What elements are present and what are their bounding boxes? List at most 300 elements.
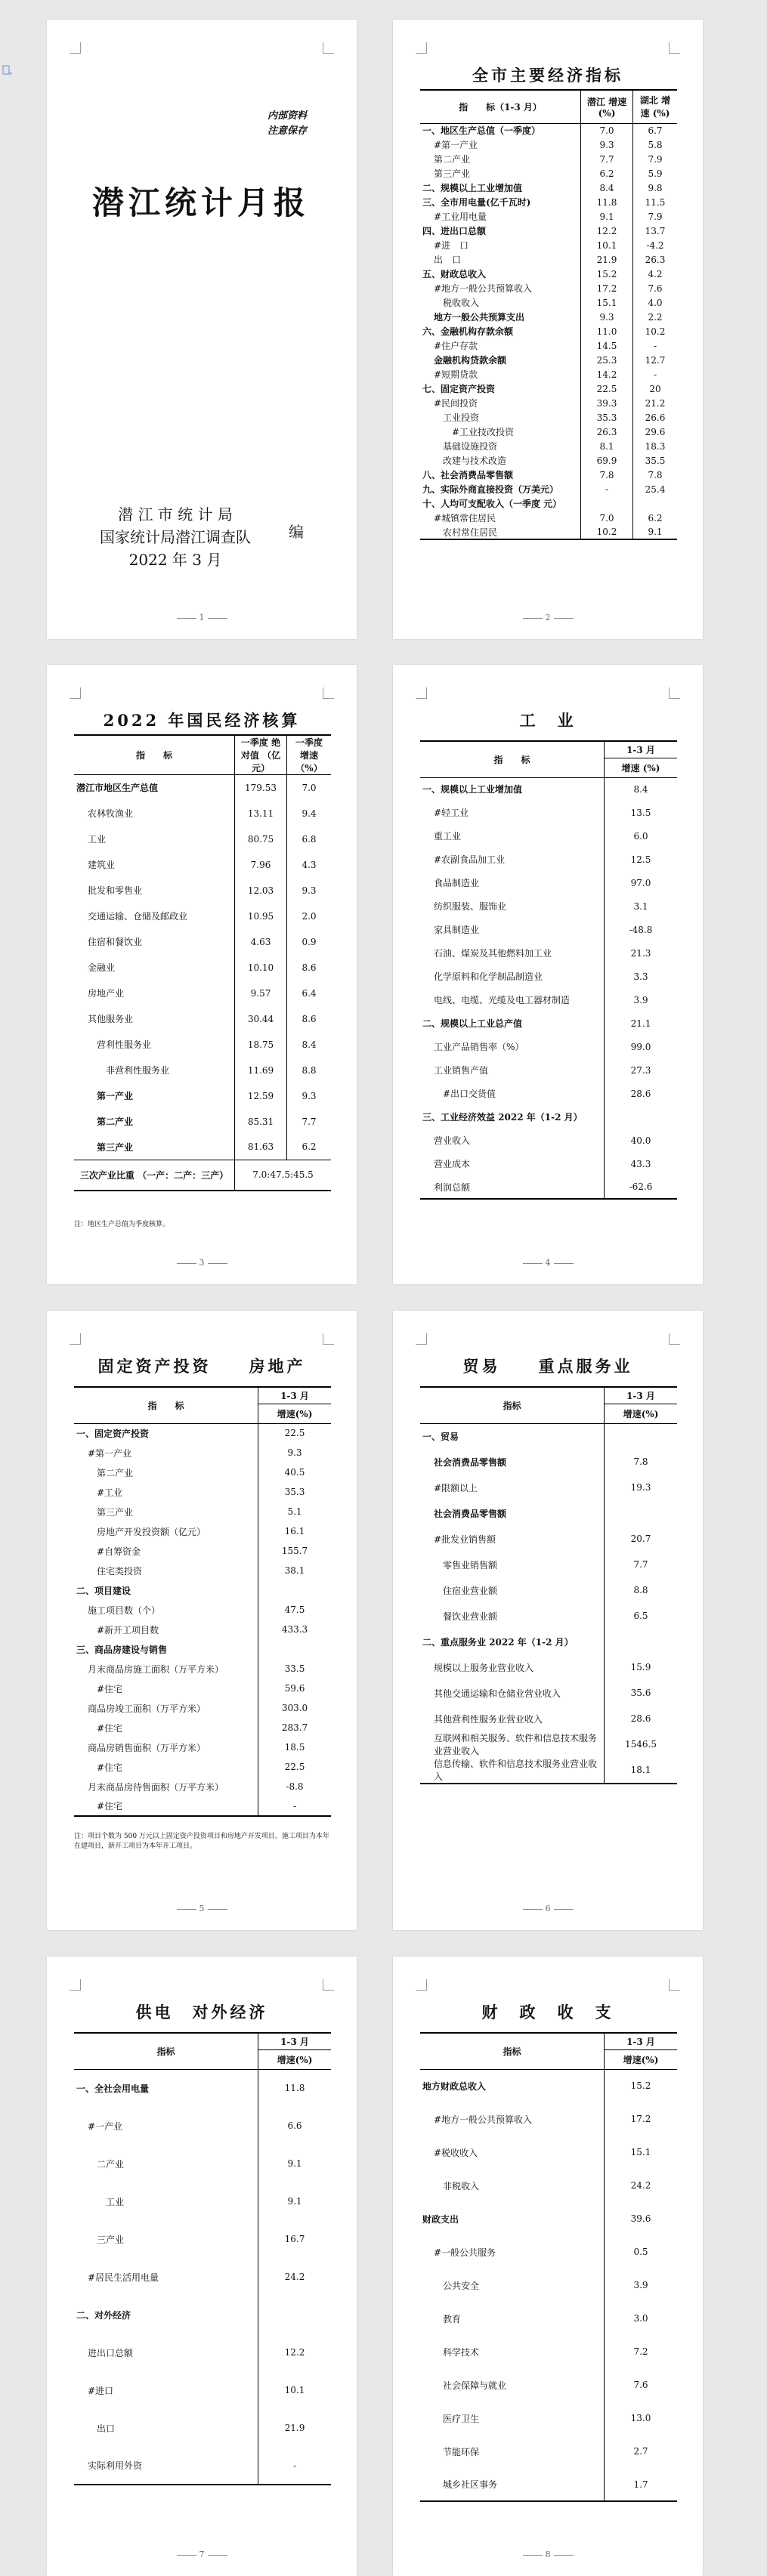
row-label: 教育	[443, 2313, 462, 2324]
row-label: 一、地区生产总值（一季度）	[422, 125, 541, 137]
row-value: 18.1	[605, 1757, 678, 1784]
row-value: 8.1	[581, 439, 633, 453]
row-value: 15.1	[605, 2136, 678, 2169]
publisher: 潜 江 市 统 计 局 国家统计局潜江调查队 2022 年 3 月	[100, 503, 251, 571]
row-value: 26.3	[581, 425, 633, 439]
table-row	[420, 1654, 677, 1680]
row-value: 9.3	[258, 1443, 332, 1463]
row-value: 12.5	[605, 848, 678, 871]
row-label: #第一产业	[88, 1447, 132, 1459]
table-row	[74, 1639, 331, 1659]
table-row	[74, 929, 331, 955]
table-row	[420, 123, 677, 137]
row-label: 第三产业	[97, 1506, 134, 1518]
row-value: 6.2	[633, 511, 678, 525]
row-value: 7.2	[605, 2335, 678, 2368]
row-value: 12.59	[235, 1083, 287, 1109]
row-value: 99.0	[605, 1035, 678, 1058]
row-value: 17.2	[605, 2102, 678, 2136]
row-value	[605, 1105, 678, 1129]
row-label: 进出口总额	[88, 2347, 134, 2358]
header-col2: 一季度 增速 （%）	[287, 735, 332, 775]
table-row	[74, 1541, 331, 1561]
row-value	[605, 1500, 678, 1526]
row-value: 7.9	[633, 209, 678, 224]
table-row	[420, 209, 677, 224]
page-power-foreign	[47, 1957, 357, 2576]
header-period: 1-3 月	[605, 2033, 678, 2049]
table-row	[420, 2069, 677, 2102]
row-label: 税收收入	[443, 298, 480, 308]
row-value: 2.7	[605, 2435, 678, 2468]
table-row	[420, 2169, 677, 2202]
row-value: 80.75	[235, 826, 287, 852]
row-label: 实际利用外资	[88, 2460, 143, 2471]
row-value: 9.1	[258, 2145, 332, 2182]
table-row	[74, 1463, 331, 1482]
table-row	[74, 1006, 331, 1032]
table-row	[420, 941, 677, 965]
row-value: 433.3	[258, 1620, 332, 1639]
row-value: 14.2	[581, 367, 633, 381]
row-label: 住宿业营业额	[443, 1585, 498, 1596]
table-row	[420, 166, 677, 181]
row-value: 16.1	[258, 1521, 332, 1541]
table-row	[420, 1731, 677, 1757]
header-col1: 一季度 绝对值 （亿元）	[235, 735, 287, 775]
row-label: #地方一般公共预算收入	[434, 283, 533, 294]
page-number: 2	[393, 613, 703, 622]
table-row	[74, 2182, 331, 2220]
editor-mark: 编	[289, 523, 304, 541]
row-value: 11.8	[581, 195, 633, 209]
row-label: 五、财政总收入	[422, 269, 487, 280]
row-value: 13.11	[235, 801, 287, 826]
row-value: 28.6	[605, 1706, 678, 1731]
table-row	[420, 1175, 677, 1199]
row-label: 第一产业	[97, 1091, 134, 1101]
table-row	[74, 1521, 331, 1541]
row-label: 一、规模以上工业增加值	[422, 784, 523, 795]
page-number: 6	[393, 1904, 703, 1913]
row-label: 潜江市地区生产总值	[76, 783, 159, 794]
table-header	[74, 2033, 331, 2049]
row-value: 155.7	[258, 1541, 332, 1561]
row-value: 40.0	[605, 1129, 678, 1152]
row-value: 4.63	[235, 929, 287, 955]
row-value: 12.7	[633, 353, 678, 367]
page-title: 全市主要经济指标	[472, 66, 623, 85]
row-value: 3.0	[605, 2302, 678, 2335]
row-value: 28.6	[605, 1082, 678, 1105]
table-row	[74, 1659, 331, 1679]
row-value: 9.4	[287, 801, 332, 826]
row-label: 六、金融机构存款余额	[422, 326, 514, 337]
row-label: #住宅	[97, 1801, 123, 1812]
table-row	[74, 1423, 331, 1443]
table-row	[420, 137, 677, 152]
row-value: 35.3	[581, 410, 633, 425]
table-row	[420, 2269, 677, 2302]
row-value: 2.2	[633, 310, 678, 324]
row-value: 7.8	[633, 468, 678, 482]
table-row	[420, 310, 677, 324]
row-value: 13.5	[605, 801, 678, 824]
table-row	[74, 2334, 331, 2371]
row-value: 22.5	[581, 381, 633, 396]
row-value: 7.8	[605, 1449, 678, 1475]
table-row	[74, 2296, 331, 2334]
row-label: 纺织服装、服饰业	[434, 901, 507, 912]
row-value: 9.1	[633, 525, 678, 539]
table-row	[74, 1135, 331, 1160]
table-row	[420, 1680, 677, 1706]
row-label: 施工项目数（个）	[88, 1605, 161, 1616]
table-row	[74, 1718, 331, 1737]
table-row	[74, 1443, 331, 1463]
table-row	[74, 1679, 331, 1698]
table-row	[74, 2447, 331, 2485]
row-value: 8.6	[287, 1006, 332, 1032]
row-value: 5.9	[633, 166, 678, 181]
row-label: #民间投资	[434, 398, 478, 409]
row-value: 10.2	[581, 525, 633, 539]
table-row	[74, 1620, 331, 1639]
row-label: 出 口	[434, 255, 462, 265]
row-value: 7.6	[633, 281, 678, 295]
table-row	[420, 1500, 677, 1526]
row-value: 9.1	[258, 2182, 332, 2220]
row-value: 4.2	[633, 267, 678, 281]
table-row	[74, 775, 331, 801]
table-row	[420, 1012, 677, 1035]
row-label: 石油、煤炭及其他燃料加工业	[434, 948, 552, 959]
row-value: 7.96	[235, 852, 287, 878]
row-label: #第一产业	[434, 140, 478, 150]
row-value: 6.8	[287, 826, 332, 852]
table-row	[420, 439, 677, 453]
table-row	[420, 1526, 677, 1552]
table-row	[74, 1796, 331, 1816]
table-row	[420, 965, 677, 988]
row-label: 第三产业	[434, 168, 471, 179]
header-indicator: 指 标（1-3 月）	[420, 90, 581, 123]
table-row	[74, 1032, 331, 1058]
table-row	[420, 396, 677, 410]
row-value: 7.9	[633, 152, 678, 166]
table-row	[420, 468, 677, 482]
gdp-table	[74, 734, 331, 1191]
table-row	[420, 425, 677, 439]
page-number: 3	[47, 1258, 357, 1268]
row-label: 餐饮业营业额	[443, 1611, 498, 1622]
report-title: 潜江统计月报	[92, 184, 311, 221]
row-value: 21.9	[581, 252, 633, 267]
row-value: 9.3	[581, 137, 633, 152]
table-row	[74, 2107, 331, 2145]
row-value: 17.2	[581, 281, 633, 295]
table-row	[74, 852, 331, 878]
row-value: 26.6	[633, 410, 678, 425]
row-value: 33.5	[258, 1659, 332, 1679]
row-label: 其他服务业	[88, 1014, 134, 1024]
table-row	[420, 1035, 677, 1058]
page-number: 8	[393, 2550, 703, 2559]
table-row	[74, 826, 331, 852]
table-row	[74, 2069, 331, 2107]
finance-table	[420, 2032, 677, 2502]
row-label: 地方一般公共预算支出	[434, 312, 525, 323]
row-value: 6.6	[258, 2107, 332, 2145]
row-value: 12.2	[258, 2334, 332, 2371]
table-row	[420, 367, 677, 381]
row-label: #税收收入	[434, 2147, 478, 2158]
page-title: 供电 对外经济	[135, 2003, 268, 2022]
row-value: 24.2	[258, 2258, 332, 2296]
table-row	[74, 2409, 331, 2447]
table-row	[420, 988, 677, 1012]
table-row	[74, 1757, 331, 1777]
row-value: 9.3	[287, 878, 332, 903]
header-growth: 增速(%)	[605, 2049, 678, 2069]
table-row	[74, 1482, 331, 1502]
row-value: 6.2	[581, 166, 633, 181]
row-label: 营利性服务业	[97, 1039, 152, 1050]
row-label: 二、重点服务业 2022 年（1-2 月）	[422, 1636, 574, 1648]
row-label: #进 口	[434, 240, 469, 251]
row-label: 第二产业	[97, 1467, 134, 1478]
row-value: 29.6	[633, 425, 678, 439]
row-label: #工业技改投资	[452, 427, 515, 437]
row-value: -62.6	[605, 1175, 678, 1199]
row-label: 商品房销售面积（万平方米）	[88, 1742, 206, 1753]
table-row	[420, 511, 677, 525]
row-label: 社会消费品零售额	[434, 1508, 507, 1519]
investment-table	[74, 1386, 331, 1817]
footnote: 注：项目个数为 500 万元以上固定资产投资项目和房地产开发项目。施工项目为本年在建项目，新开工项目为本年开工项目。	[74, 1833, 329, 1850]
indicator-table	[420, 89, 677, 540]
header-col2: 湖北 增速 (%)	[633, 90, 678, 123]
row-label: 一、固定资产投资	[76, 1428, 150, 1439]
row-value: 3.9	[605, 2269, 678, 2302]
table-row	[420, 801, 677, 824]
table-row	[74, 1600, 331, 1620]
row-label: 农林牧渔业	[88, 808, 134, 819]
trade-table	[420, 1386, 677, 1784]
row-value: 283.7	[258, 1718, 332, 1737]
table-row	[420, 238, 677, 252]
row-value: 4.0	[633, 295, 678, 310]
table-row	[420, 195, 677, 209]
table-row	[420, 324, 677, 338]
table-row	[420, 267, 677, 281]
page-industry	[393, 665, 703, 1284]
row-label: 其他营利性服务业营业收入	[434, 1713, 543, 1725]
row-value: 6.2	[287, 1135, 332, 1160]
page-title: 财 政 收 支	[481, 2003, 614, 2022]
row-value: 12.03	[235, 878, 287, 903]
row-label: 二产业	[97, 2158, 125, 2170]
row-value: -	[581, 482, 633, 496]
row-label: 其他交通运输和仓储业营业收入	[434, 1688, 561, 1699]
row-value: 16.7	[258, 2220, 332, 2258]
header-period: 1-3 月	[605, 1387, 678, 1404]
row-value: 3.9	[605, 988, 678, 1012]
row-label: 财政支出	[422, 2213, 459, 2225]
row-value: -4.2	[633, 238, 678, 252]
row-value: 9.3	[581, 310, 633, 324]
table-header	[74, 735, 331, 775]
row-value: -48.8	[605, 918, 678, 941]
row-label: 规模以上服务业营业收入	[434, 1662, 534, 1673]
row-value: 179.53	[235, 775, 287, 801]
row-value: 40.5	[258, 1463, 332, 1482]
row-value: 22.5	[258, 1757, 332, 1777]
table-row	[420, 252, 677, 267]
table-row	[420, 1105, 677, 1129]
page-cover	[47, 20, 357, 639]
row-label: #住宅	[97, 1722, 123, 1734]
row-value: 6.0	[605, 824, 678, 848]
table-row	[74, 1561, 331, 1580]
row-value: 10.10	[235, 955, 287, 981]
row-label: 信息传输、软件和信息技术服务业营业收入	[434, 1759, 598, 1782]
table-row	[420, 1449, 677, 1475]
row-label: 二、规模以上工业增加值	[422, 183, 523, 193]
table-row	[74, 1083, 331, 1109]
report-date: 2022 年 3 月	[128, 551, 222, 569]
page-number: 7	[47, 2550, 357, 2559]
row-value: 5.1	[258, 1502, 332, 1521]
header-indicator: 指标	[74, 2033, 258, 2069]
row-label: 工业销售产值	[434, 1065, 489, 1076]
table-row	[420, 353, 677, 367]
row-label: 住宅类投资	[97, 1565, 143, 1577]
row-value: 4.3	[287, 852, 332, 878]
header-growth: 增速(%)	[258, 1404, 332, 1423]
row-value: 69.9	[581, 453, 633, 468]
page-title: 贸易 重点服务业	[462, 1357, 633, 1376]
row-value: 59.6	[258, 1679, 332, 1698]
row-value: 0.9	[287, 929, 332, 955]
row-value: -	[258, 1796, 332, 1816]
row-label: #一般公共服务	[434, 2247, 496, 2258]
table-header	[420, 90, 677, 123]
table-row	[420, 1552, 677, 1577]
row-value: 6.5	[605, 1603, 678, 1629]
header-growth: 增速(%)	[258, 2049, 332, 2069]
row-value: 8.4	[605, 777, 678, 801]
row-label: 营业成本	[434, 1159, 471, 1169]
row-label: 非税收入	[443, 2180, 480, 2191]
table-row	[420, 152, 677, 166]
row-value: 3.3	[605, 965, 678, 988]
row-label: 房地产业	[88, 988, 125, 999]
table-row	[420, 2136, 677, 2169]
row-value: 20.7	[605, 1526, 678, 1552]
row-label: 交通运输、仓储及邮政业	[88, 911, 188, 922]
row-value: 21.9	[258, 2409, 332, 2447]
row-label: 住宿和餐饮业	[88, 937, 143, 947]
row-value: 38.1	[258, 1561, 332, 1580]
row-label: 工业	[88, 834, 107, 845]
table-row	[420, 281, 677, 295]
row-value	[581, 496, 633, 511]
table-row	[74, 903, 331, 929]
table-row	[420, 2102, 677, 2136]
row-value: 81.63	[235, 1135, 287, 1160]
row-value: 15.1	[581, 295, 633, 310]
table-row	[74, 801, 331, 826]
header-indicator: 指 标	[420, 741, 605, 777]
table-header	[74, 1387, 331, 1404]
page-national-accounts	[47, 665, 357, 1284]
row-label: 三、工业经济效益 2022 年（1-2 月）	[422, 1112, 583, 1123]
row-label: #自筹资金	[97, 1546, 141, 1557]
table-row	[74, 955, 331, 981]
row-label: 一、全社会用电量	[76, 2083, 150, 2094]
table-row	[74, 1698, 331, 1718]
row-value: 25.4	[633, 482, 678, 496]
table-row	[420, 381, 677, 396]
table-row	[420, 1706, 677, 1731]
row-label: 四、进出口总额	[422, 226, 487, 236]
table-row	[74, 2145, 331, 2182]
row-value: 7.6	[605, 2368, 678, 2401]
page-number: 4	[393, 1258, 703, 1268]
row-label: 营业收入	[434, 1135, 471, 1146]
header-period: 1-3 月	[605, 741, 678, 758]
table-row	[420, 2335, 677, 2368]
row-value: 7.7	[605, 1552, 678, 1577]
header-indicator: 指标	[420, 2033, 605, 2069]
table-row	[420, 2401, 677, 2435]
row-label: 公共安全	[443, 2280, 480, 2291]
row-label: 家具制造业	[434, 925, 480, 935]
row-value	[258, 2296, 332, 2334]
document-icon[interactable]	[2, 65, 12, 76]
header-indicator: 指 标	[74, 1387, 258, 1423]
row-label: #住宅	[97, 1762, 123, 1773]
row-label: 医疗卫生	[443, 2413, 480, 2424]
footnote: 注：地区生产总值为季度核算。	[74, 1221, 170, 1228]
table-row	[420, 1757, 677, 1784]
table-row	[74, 1058, 331, 1083]
row-value: 8.6	[287, 955, 332, 981]
table-row	[420, 338, 677, 353]
row-label: #地方一般公共预算收入	[434, 2114, 533, 2125]
row-label: 第二产业	[97, 1117, 134, 1127]
table-row	[74, 2371, 331, 2409]
row-label: 城乡社区事务	[443, 2479, 498, 2490]
row-value: 5.8	[633, 137, 678, 152]
table-row	[420, 848, 677, 871]
row-label: #一产业	[88, 2120, 123, 2132]
row-value: 19.3	[605, 1475, 678, 1500]
row-value: 2.0	[287, 903, 332, 929]
row-label: 节能环保	[443, 2446, 480, 2457]
row-label: #轻工业	[434, 808, 469, 818]
row-label: 第二产业	[434, 154, 471, 165]
row-label: 七、固定资产投资	[422, 384, 496, 394]
row-value: 47.5	[258, 1600, 332, 1620]
row-label: #工业	[97, 1487, 123, 1498]
row-value: 35.5	[633, 453, 678, 468]
ratio-label: 三次产业比重 （一产：二产：三产）	[74, 1160, 235, 1191]
row-value: -	[258, 2447, 332, 2485]
row-value: 9.8	[633, 181, 678, 195]
row-label: 三、全市用电量(亿千瓦时)	[422, 197, 531, 208]
